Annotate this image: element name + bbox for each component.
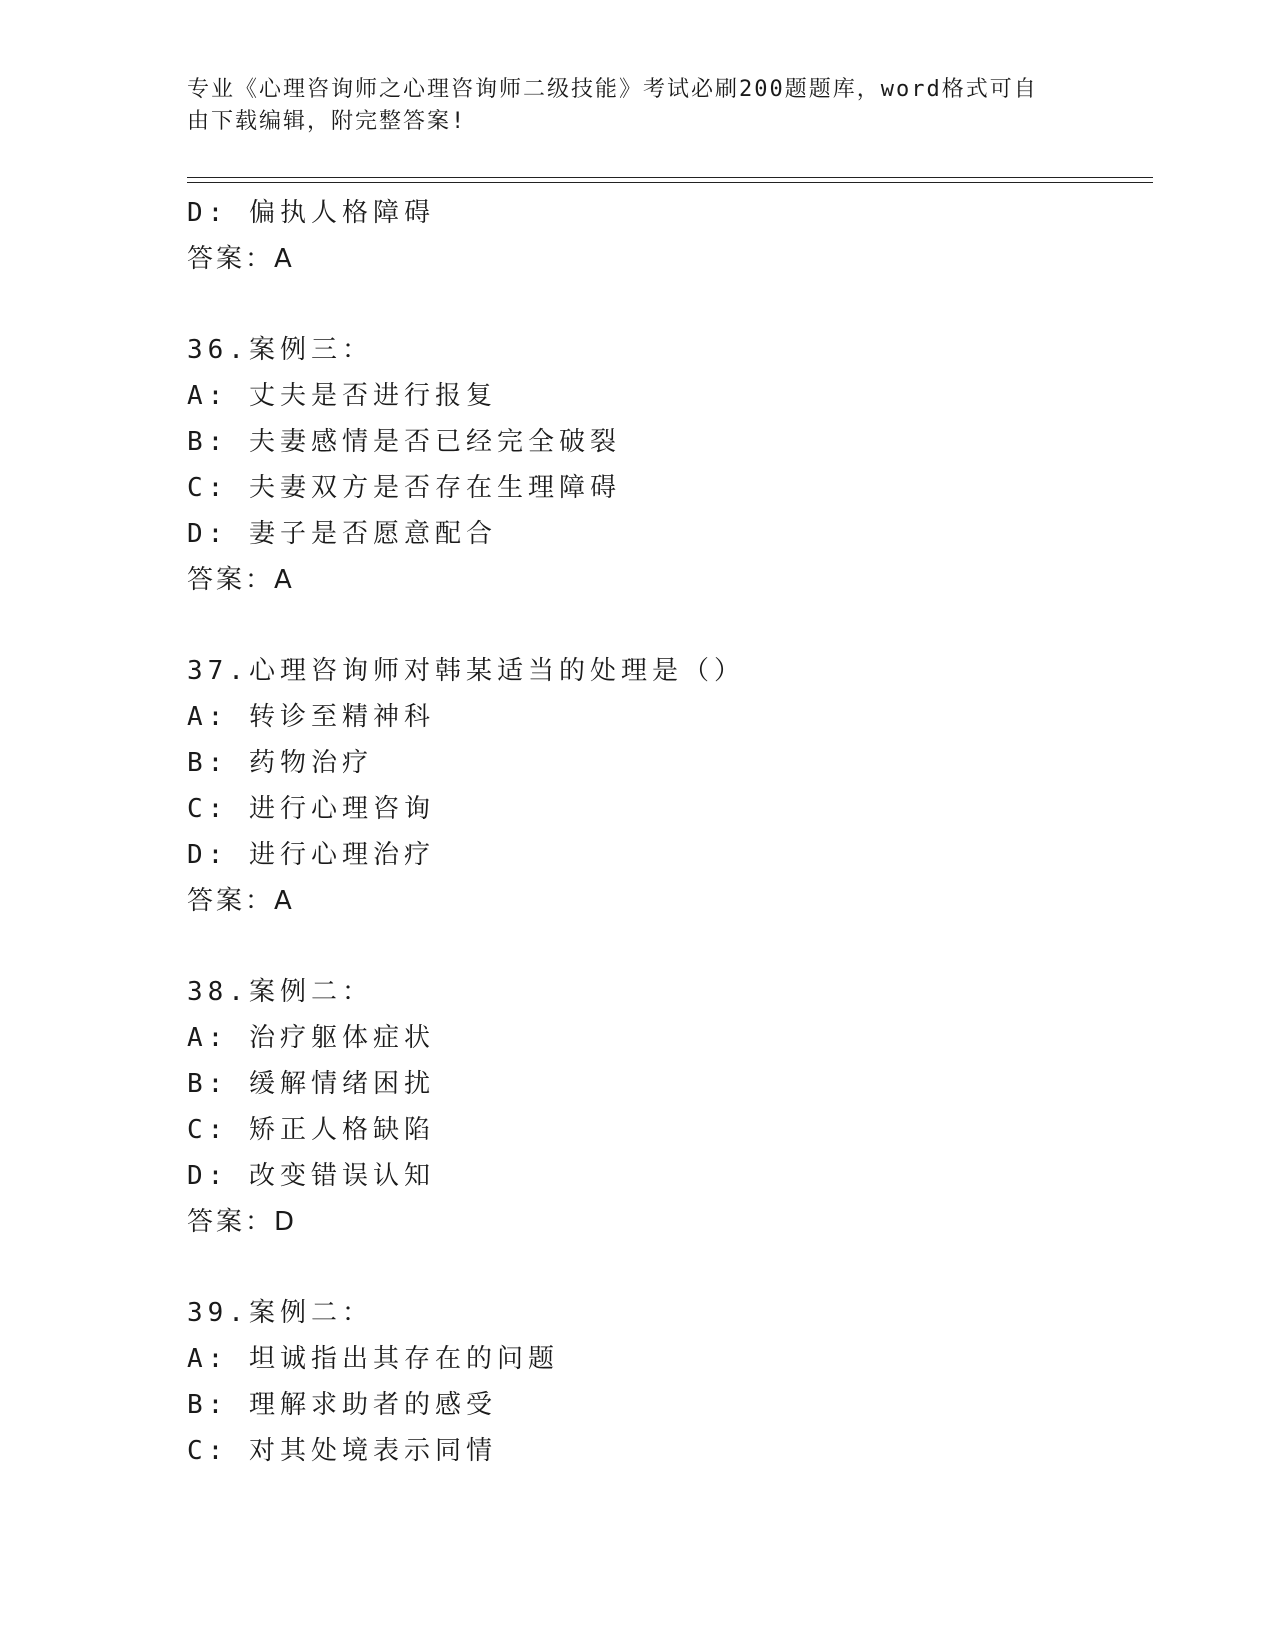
option-d: D: 偏执人格障碍 [187, 198, 435, 228]
option-d: D: 妻子是否愿意配合 [187, 519, 497, 549]
header-divider-bottom [187, 182, 1153, 183]
question-stem: 39.案例二： [187, 1298, 373, 1328]
option-a: A: 坦诚指出其存在的问题 [187, 1344, 559, 1374]
option-c: C: 矫正人格缺陷 [187, 1115, 435, 1145]
option-c: C: 进行心理咨询 [187, 794, 435, 824]
option-b: B: 夫妻感情是否已经完全破裂 [187, 427, 621, 457]
option-d: D: 进行心理治疗 [187, 840, 435, 870]
option-d: D: 改变错误认知 [187, 1161, 435, 1191]
spacer [187, 282, 1153, 327]
option-a: A: 治疗躯体症状 [187, 1023, 435, 1053]
answer-line: 答案：D [187, 1207, 298, 1237]
header-divider-top [187, 177, 1153, 178]
spacer [187, 603, 1153, 648]
option-c: C: 对其处境表示同情 [187, 1436, 497, 1466]
answer-line: 答案：A [187, 886, 295, 916]
spacer [187, 924, 1153, 969]
question-stem: 37.心理咨询师对韩某适当的处理是（） [187, 656, 745, 686]
option-a: A: 丈夫是否进行报复 [187, 381, 497, 411]
answer-line: 答案：A [187, 565, 295, 595]
header-line-1: 专业《心理咨询师之心理咨询师二级技能》考试必刷200题题库，word格式可自 [187, 77, 1038, 102]
option-c: C: 夫妻双方是否存在生理障碍 [187, 473, 621, 503]
document-header [187, 74, 1067, 138]
question-stem: 36.案例三： [187, 335, 373, 365]
header-line-2: 由下载编辑，附完整答案! [187, 109, 467, 134]
spacer [187, 1245, 1153, 1290]
question-list [187, 190, 1153, 1474]
answer-line: 答案：A [187, 244, 295, 274]
option-b: B: 药物治疗 [187, 748, 373, 778]
option-a: A: 转诊至精神科 [187, 702, 435, 732]
option-b: B: 理解求助者的感受 [187, 1390, 497, 1420]
option-b: B: 缓解情绪困扰 [187, 1069, 435, 1099]
question-stem: 38.案例二： [187, 977, 373, 1007]
